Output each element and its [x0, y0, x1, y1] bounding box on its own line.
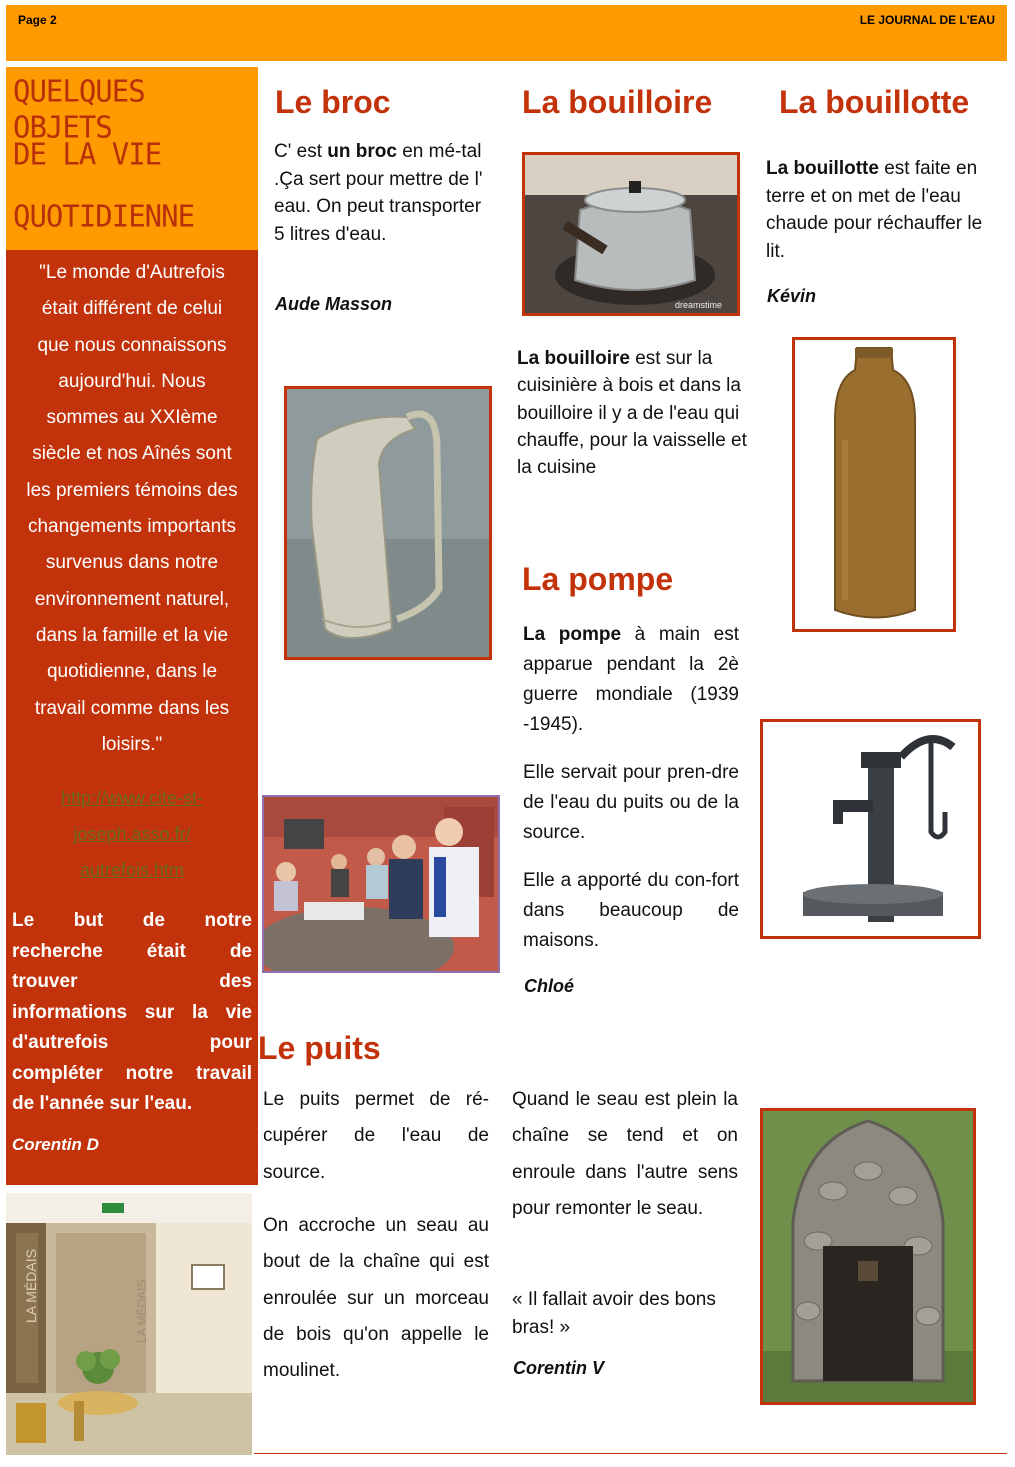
classroom-illustration	[264, 797, 498, 971]
lobby-sign-left: LA MÉDAIS	[23, 1249, 39, 1323]
link-line[interactable]: joseph.asso.fr/	[73, 824, 191, 844]
quote-line: que nous connaissons	[37, 334, 227, 356]
bouilloire-heading: La bouilloire	[522, 84, 713, 120]
goal-line: recherche était de	[12, 940, 252, 962]
broc-heading: Le broc	[275, 84, 391, 120]
quote-line: "Le monde d'Autrefois	[39, 262, 225, 283]
dreamstime-watermark: dreamstime	[675, 300, 723, 310]
broc-text-post: en mé-tal .Ça sert pour mettre de l' eau. On peut transporter 5 litres d'eau.	[274, 141, 483, 245]
bouilloire-text	[517, 345, 749, 481]
puits-text-2: On accroche un seau au bout de la chaîne qui est enroulée sur un morceau de bois qu'on appelle le moulinet.	[263, 1215, 489, 1382]
puits-text-3: Quand le seau est plein la chaîne se tend et on enroule dans l'autre sens pour remonter le seau.	[512, 1089, 738, 1219]
lobby-illustration	[6, 1193, 252, 1455]
bouillotte-text-bold: La bouillotte	[766, 158, 879, 179]
journal-title: LE JOURNAL DE L'EAU	[859, 13, 995, 27]
bottom-rule	[254, 1453, 1007, 1454]
sidebar-goal	[12, 906, 252, 1120]
puits-photo	[760, 1108, 976, 1405]
puits-text-4: « Il fallait avoir des bons bras! »	[512, 1289, 716, 1338]
kettle-illustration	[525, 155, 737, 313]
sidebar-title-line: QUELQUES OBJETS	[13, 73, 145, 145]
bouillotte-heading: La bouillotte	[779, 84, 970, 120]
classroom-photo	[262, 795, 500, 973]
sidebar-body	[6, 250, 258, 1185]
puits-author: Corentin V	[513, 1358, 605, 1378]
page-number: Page 2	[18, 13, 57, 27]
link-line[interactable]: autrefois.htm	[79, 860, 185, 880]
quote-line: dans la famille et la vie	[35, 624, 229, 646]
puits-text-1: Le puits permet de ré-cupérer de l'eau de source.	[263, 1089, 489, 1183]
bouilloire-photo	[522, 152, 740, 316]
lobby-photo	[6, 1193, 252, 1455]
quote-line: changements importants	[27, 516, 237, 538]
pompe-text-bold: La pompe	[523, 624, 622, 645]
sidebar-title-box	[6, 67, 258, 250]
quote-line: aujourd'hui. Nous	[58, 370, 206, 392]
pompe-text-1	[523, 620, 739, 740]
goal-line: compléter notre travail	[12, 1062, 252, 1084]
quote-line: survenus dans notre	[45, 552, 219, 574]
goal-line: de l'année sur l'eau.	[12, 1093, 193, 1114]
lobby-sign-right: LA MÉDAIS	[135, 1279, 149, 1343]
pompe-author: Chloé	[524, 976, 575, 996]
bouillotte-photo	[792, 337, 956, 632]
quote-line: était différent de celui	[41, 298, 223, 320]
pitcher-illustration	[287, 389, 489, 657]
quote-line: environnement naturel,	[34, 588, 230, 610]
pompe-heading: La pompe	[522, 561, 674, 597]
pompe-text-2: Elle servait pour pren-dre de l'eau du puits ou de la source.	[523, 762, 739, 843]
quote-line: sommes au XXIème	[46, 407, 218, 429]
broc-author: Aude Masson	[275, 294, 393, 314]
sidebar-quote	[12, 255, 252, 763]
broc-text-pre: C' est	[274, 141, 328, 162]
quote-line: quotidienne, dans le	[46, 661, 218, 683]
goal-line: d'autrefois pour	[12, 1032, 252, 1053]
goal-line: trouver des	[12, 971, 252, 992]
goal-line: informations sur la vie	[12, 1001, 252, 1023]
quote-line: loisirs."	[101, 733, 163, 755]
broc-text-bold: un broc	[327, 141, 397, 162]
pump-illustration	[763, 722, 978, 936]
well-illustration	[763, 1111, 973, 1402]
header-band	[6, 5, 1007, 61]
bouillotte-text	[766, 155, 1004, 265]
bouilloire-text-bold: La bouilloire	[517, 348, 630, 369]
puits-heading: Le puits	[258, 1030, 381, 1066]
pompe-text-post: à main est apparue pendant la 2è guerre mondiale (1939 -1945).	[523, 624, 739, 735]
bouillotte-author: Kévin	[767, 286, 817, 306]
goal-line: Le but de notre	[12, 910, 252, 931]
sidebar-title-line: QUOTIDIENNE	[13, 198, 195, 234]
broc-photo	[284, 386, 492, 660]
quote-line: travail comme dans les	[34, 697, 230, 719]
bouillotte-text-post: est faite en terre et on met de l'eau chaude pour réchauffer le lit.	[766, 158, 983, 262]
bottle-illustration	[795, 340, 953, 629]
link-line[interactable]: http://www.cite-st-	[60, 788, 204, 808]
quote-line: les premiers témoins des	[26, 479, 238, 501]
bouilloire-text-post: est sur la cuisinière à bois et dans la bouilloire il y a de l'eau qui chauffe, pour la vaisselle et la cuisine	[517, 348, 747, 479]
sidebar-title-line: DE LA VIE	[13, 136, 162, 172]
pompe-text-3: Elle a apporté du con-fort dans beaucoup de maisons.	[523, 870, 739, 951]
pompe-photo	[760, 719, 981, 939]
sidebar-author: Corentin D	[12, 1135, 99, 1154]
broc-text	[274, 138, 490, 248]
source-link[interactable]	[6, 780, 258, 888]
quote-line: siècle et nos Aînés sont	[32, 443, 232, 465]
